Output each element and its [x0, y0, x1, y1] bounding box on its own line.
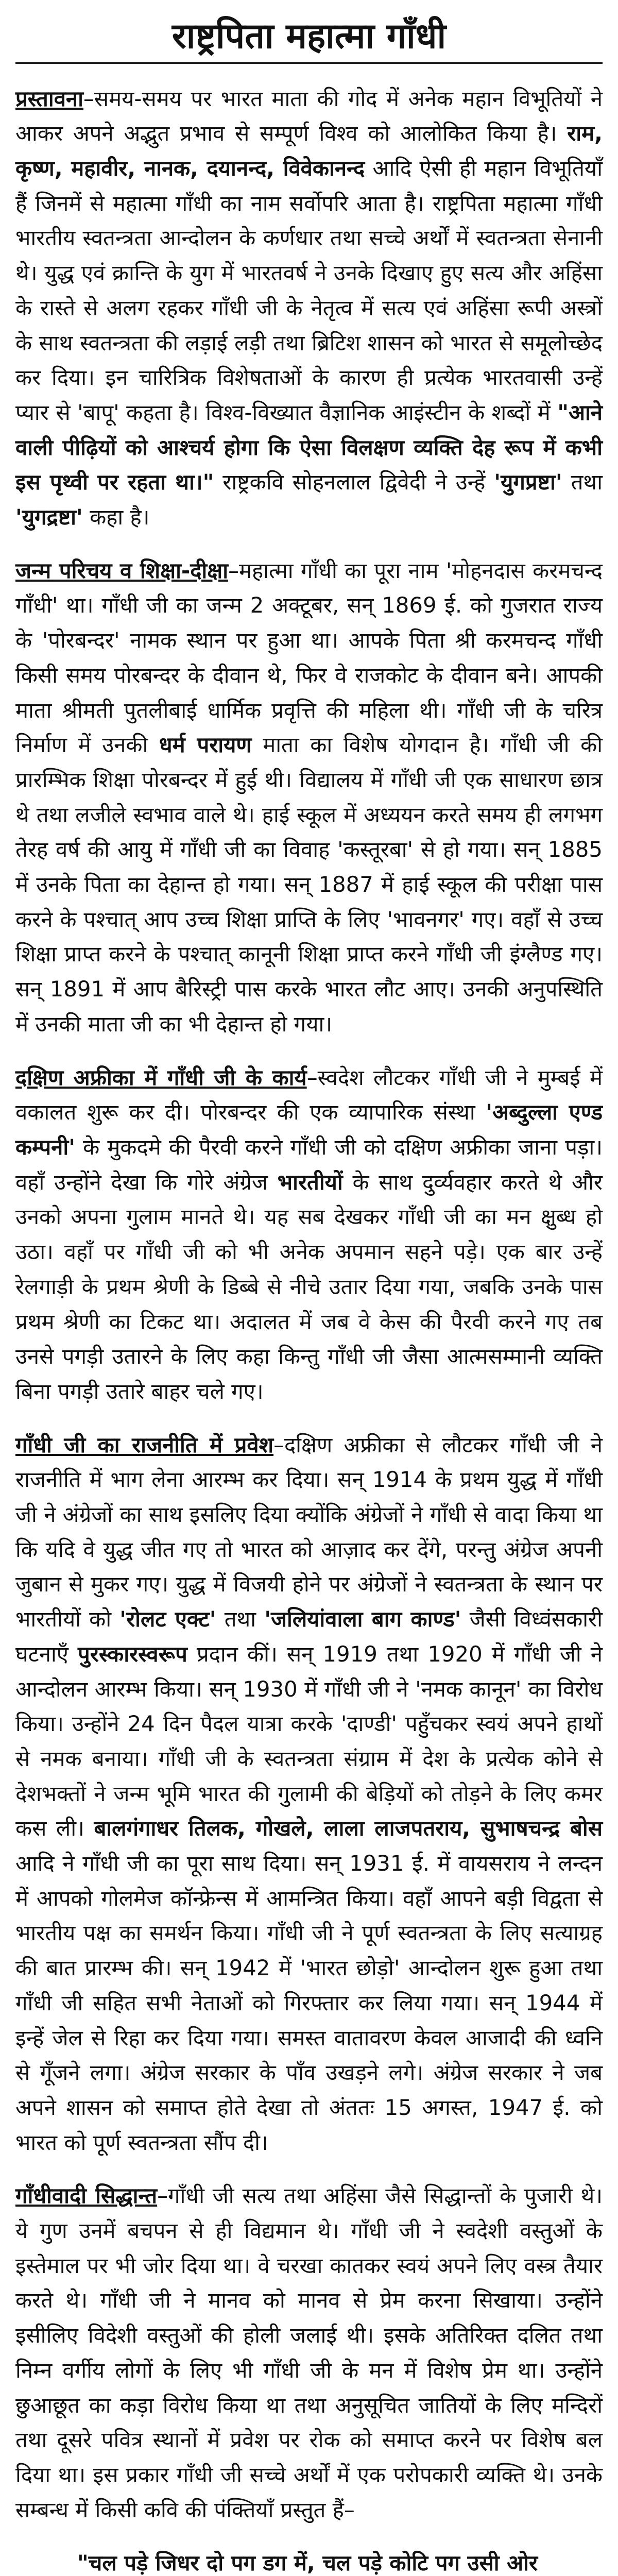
- heading-africa: दक्षिण अफ्रीका में गाँधी जी के कार्य: [15, 1064, 307, 1090]
- heading-birth: जन्म परिचय व शिक्षा-दीक्षा: [15, 557, 229, 583]
- intro-bold-4: 'युगद्रष्टा': [15, 504, 83, 530]
- poem1-line-1: "चल पड़े जिधर दो पग डग में, चल पड़े कोटि पग उसी ओर: [77, 2550, 538, 2576]
- paragraph-africa: [15, 1060, 603, 1409]
- africa-bold-1: 'अब्दुल्ला एण्ड कम्पनी': [15, 1099, 603, 1160]
- birth-bold-1: धर्म परायण: [159, 732, 252, 758]
- politics-bold-1: 'रोलट एक्ट': [119, 1606, 216, 1632]
- heading-politics: गाँधी जी का राजनीति में प्रवेश: [15, 1432, 274, 1458]
- politics-bold-2: 'जलियांवाला बाग काण्ड': [264, 1606, 461, 1632]
- heading-principles: गाँधीवादी सिद्धान्त: [15, 2183, 158, 2209]
- politics-text-1: –दक्षिण अफ्रीका से लौटकर गाँधी जी ने राजनीति में भाग लेना आरम्भ कर दिया। सन् 1914 के प्रथम युद्ध में गाँधी जी ने अंग्रेजों का साथ इसलिए दिया क्योंकि अंग्रेजों ने गाँधी से वादा किया था कि यदि वे युद्ध जीत गए तो भारत को आज़ाद कर देंगे, परन्तु अंग्रेज अपनी जुबान से मुकर गए। युद्ध में विजयी होने पर अंग्रेजों ने स्वतन्त्रता के स्थान पर भारतीयों को: [15, 1432, 603, 1632]
- heading-intro: प्रस्तावना: [15, 86, 83, 111]
- intro-bold-3: 'युगप्रष्टा': [494, 469, 562, 495]
- africa-text-2: के मुकदमे की पैरवी करने गाँधी जी को दक्षिण अफ्रीका जाना पड़ा। वहाँ उन्होंने देखा कि गोरे अंग्रेज: [15, 1134, 603, 1195]
- intro-text-1: –समय-समय पर भारत माता की गोद में अनेक महान विभूतियों ने आकर अपने अद्भुत प्रभाव से सम्पूर्ण विश्व को आलोकित किया है।: [15, 86, 603, 146]
- intro-text-3: राष्ट्रकवि सोहनलाल द्विवेदी ने उन्हें: [214, 469, 494, 495]
- page-title: राष्ट्रपिता महात्मा गाँधी: [171, 16, 447, 57]
- paragraph-intro: [15, 81, 603, 535]
- birth-text-1: –महात्मा गाँधी का पूरा नाम 'मोहनदास करमचन्द गाँधी' था। गाँधी जी का जन्म 2 अक्टूबर, सन् 1869 ई. को गुजरात राज्य के 'पोरबन्दर' नामक स्थान पर हुआ था। आपके पिता श्री करमचन्द गाँधी किसी समय पोरबन्दर के दीवान थे, फिर वे राजकोट के दीवान बने। आपकी माता श्रीमती पुतलीबाई धार्मिक प्रवृत्ति की महिला थी। गाँधी जी के चरित्र निर्माण में उनकी: [15, 557, 603, 758]
- politics-text-5: आदि ने गाँधी जी का पूरा साथ दिया। सन् 1931 ई. में वायसराय ने लन्दन में आपको गोलमेज कॉन्फ्रेन्स में आमन्त्रित किया। वहाँ आपने बड़ी विद्वता से भारतीय पक्ष का समर्थन किया। गाँधी जी ने पूर्ण स्वतन्त्रता के लिए सत्याग्रह की बात प्रारम्भ की। सन् 1942 में 'भारत छोड़ो' आन्दोलन शुरू हुआ तथा गाँधी जी सहित सभी नेताओं को गिरफ्तार कर लिया गया। सन् 1944 में इन्हें जेल से रिहा कर दिया गया। समस्त वातावरण केवल आजादी की ध्वनि से गूँजने लगा। अंग्रेज सरकार के पाँव उखड़ने लगे। अंग्रेज सरकार ने जब अपने शासन को समाप्त होते देखा तो अंततः 15 अगस्त, 1947 ई. को भारत को पूर्ण स्वतन्त्रता सौंप दी।: [15, 1851, 603, 2155]
- africa-bold-2: भारतीयों: [277, 1169, 343, 1195]
- paragraph-politics: [15, 1428, 603, 2160]
- intro-text-2: आदि ऐसी ही महान विभूतियाँ हैं जिनमें से महात्मा गाँधी का नाम सर्वोपरि आता है। राष्ट्रपिता महात्मा गाँधी भारतीय स्वतन्त्रता आन्दोलन के कर्णधार तथा सच्चे अर्थों में स्वतन्त्रता सेनानी थे। युद्ध एवं क्रान्ति के युग में भारतवर्ष ने उनके दिखाए हुए सत्य और अहिंसा के रास्ते से अलग रहकर गाँधी जी के नेतृत्व में सत्य एवं अहिंसा रूपी अस्त्रों के साथ स्वतन्त्रता की लड़ाई लड़ी तथा ब्रिटिश शासन को भारत से समूलोच्छेद कर दिया। इन चारित्रिक विशेषताओं के कारण ही प्रत्येक भारतवासी उन्हें प्यार से 'बापू' कहता है। विश्व-विख्यात वैज्ञानिक आइंस्टीन के शब्दों में: [15, 156, 603, 425]
- intro-text-4: तथा: [562, 469, 603, 495]
- intro-bold-1: राम, कृष्ण, महावीर, नानक, दयानन्द, विवेकानन्द: [15, 121, 603, 181]
- africa-text-3: के साथ दुर्व्यवहार करते थे और उनको अपना गुलाम मानते थे। यह सब देखकर गाँधी जी का मन क्षुब्ध हो उठा। वहाँ पर गाँधी जी को भी अनेक अपमान सहने पड़े। एक बार उन्हें रेलगाड़ी के प्रथम श्रेणी के डिब्बे से नीचे उतार दिया गया, जबकि उनके पास प्रथम श्रेणी का टिकट था। अदालत में जब वे केस की पैरवी करने गए तब उनसे पगड़ी उतारने के लिए कहा किन्तु गाँधी जी जैसा आत्मसम्मानी व्यक्ति बिना पगड़ी उतारे बाहर चले गए।: [15, 1169, 603, 1404]
- intro-text-5: कहा है।: [82, 504, 150, 530]
- politics-text-4: प्रदान कीं। सन् 1919 तथा 1920 में गाँधी जी ने आन्दोलन आरम्भ किया। सन् 1930 में गाँधी जी ने 'नमक कानून' का विरोध किया। उन्होंने 24 दिन पैदल यात्रा करके 'दाण्डी' पहुँचकर स्वयं अपने हाथों से नमक बनाया। गाँधी जी के स्वतन्त्रता संग्राम में देश के प्रत्येक कोने से देशभक्तों ने जन्म भूमि भारत की गुलामी की बेड़ियों को तोड़ने के लिए कमर कस ली।: [15, 1641, 603, 1841]
- paragraph-birth: [15, 553, 603, 1042]
- politics-bold-3: पुरस्कारस्वरूप: [78, 1641, 187, 1667]
- politics-text-2: तथा: [216, 1606, 265, 1632]
- poem-gandhi-march: [15, 2546, 603, 2576]
- intro-bold-2: "आने वाली पीढ़ियों को आश्चर्य होगा कि ऐसा विलक्षण व्यक्ति देह रूप में कभी इस पृथ्वी पर रहता था।": [15, 399, 603, 495]
- politics-text-3: जैसी विध्वंसकारी घटनाएँ: [15, 1606, 603, 1667]
- title-underline: [15, 62, 603, 64]
- paragraph-principles: [15, 2178, 603, 2527]
- politics-bold-4: बालगंगाधर तिलक, गोखले, लाला लाजपतराय, सुभाषचन्द्र बोस: [94, 1816, 603, 1841]
- africa-text-1: –स्वदेश लौटकर गाँधी जी ने मुम्बई में वकालत शुरू कर दी। पोरबन्दर की एक व्यापारिक संस्था: [15, 1064, 603, 1125]
- principles-text-1: –गाँधी जी सत्य तथा अहिंसा जैसे सिद्धान्तों के पुजारी थे। ये गुण उनमें बचपन से ही विद्यमान थे। गाँधी जी ने स्वदेशी वस्तुओं के इस्तेमाल पर भी जोर दिया था। वे चरखा कातकर स्वयं अपने लिए वस्त्र तैयार करते थे। गाँधी जी ने मानव को मानव से प्रेम करना सिखाया। उन्होंने इसीलिए विदेशी वस्तुओं की होली जलाई थी। इसके अतिरिक्त दलित तथा निम्न वर्गीय लोगों के लिए भी गाँधी जी के मन में विशेष प्रेम था। उन्होंने छुआछूत का कड़ा विरोध किया था तथा अनुसूचित जातियों के लिए मन्दिरों तथा दूसरे पवित्र स्थानों में प्रवेश पर रोक को समाप्त करने पर विशेष बल दिया था। इस प्रकार गाँधी जी सच्चे अर्थों में एक परोपकारी व्यक्ति थे। उनके सम्बन्ध में किसी कवि की पंक्तियाँ प्रस्तुत हैं–: [15, 2183, 603, 2522]
- title-block: [15, 15, 603, 64]
- birth-text-2: माता का विशेष योगदान है। गाँधी जी की प्रारम्भिक शिक्षा पोरबन्दर में हुई थी। विद्यालय में गाँधी जी एक साधारण छात्र थे तथा लजीले स्वभाव वाले थे। हाई स्कूल में अध्ययन करते समय ही लगभग तेरह वर्ष की आयु में गाँधी जी का विवाह 'कस्तूरबा' से हो गया। सन् 1885 में उनके पिता का देहान्त हो गया। सन् 1887 में हाई स्कूल की परीक्षा पास करने के पश्चात् आप उच्च शिक्षा प्राप्ति के लिए 'भावनगर' गए। वहाँ से उच्च शिक्षा प्राप्त करने के पश्चात् कानूनी शिक्षा प्राप्त करने गाँधी जी इंग्लैण्ड गए। सन् 1891 में आप बैरिस्ट्री पास करके भारत लौट आए। उनकी अनुपस्थिति में उनकी माता जी का भी देहान्त हो गया।: [15, 732, 603, 1037]
